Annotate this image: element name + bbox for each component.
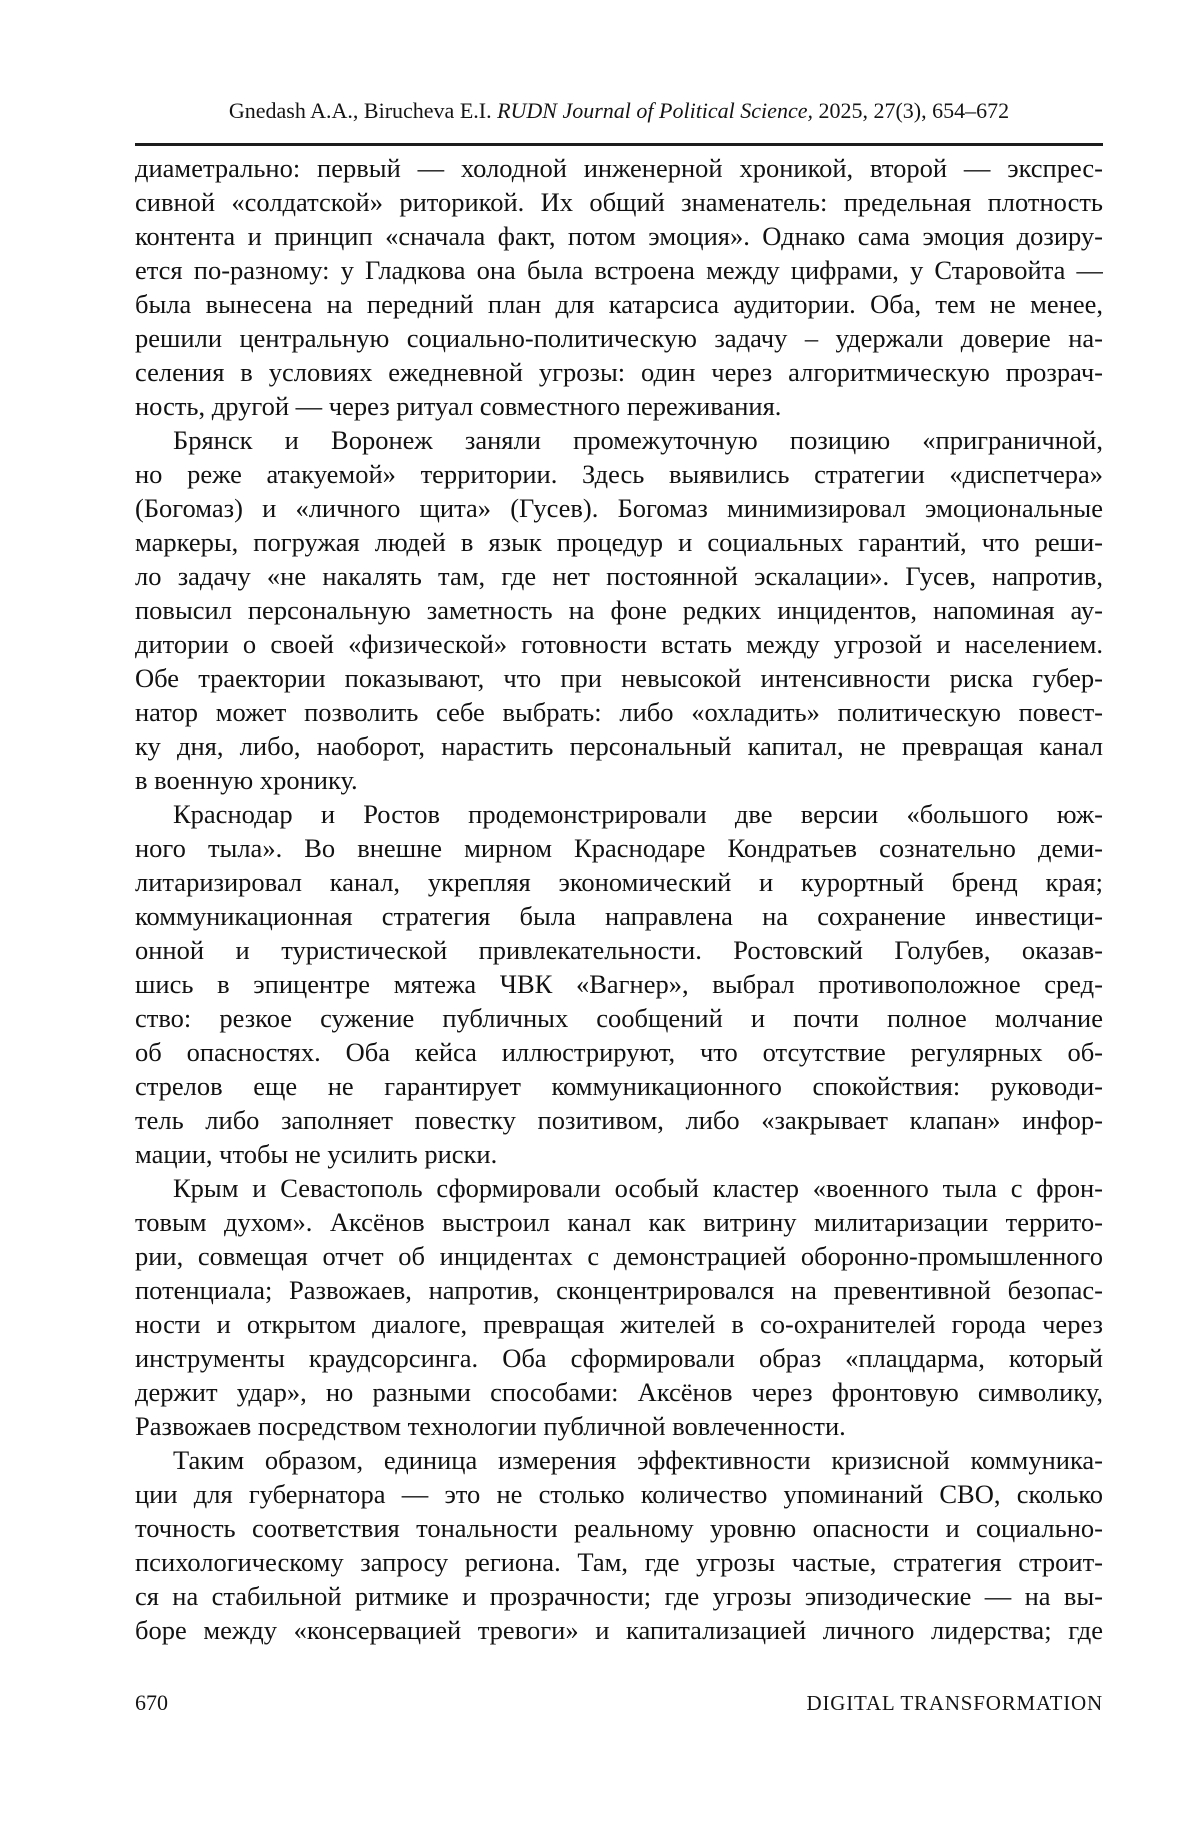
text-line: ство: резкое сужение публичных сообщений и почти полное молчание: [135, 1003, 1103, 1033]
text-line: онной и туристической привлекательности. Ростовский Голубев, оказав-: [135, 935, 1103, 965]
text-line: повысил персональную заметность на фоне редких инцидентов, напоминая ау-: [135, 595, 1103, 625]
text-line: литаризировал канал, укрепляя экономический и курортный бренд края;: [135, 867, 1103, 897]
text-line: тель либо заполняет повестку позитивом, либо «закрывает клапан» инфор-: [135, 1105, 1103, 1135]
header-rule: [135, 143, 1103, 146]
text-line: рии, совмещая отчет об инцидентах с демонстрацией оборонно-промышленного: [135, 1241, 1103, 1271]
text-line: сивной «солдатской» риторикой. Их общий знаменатель: предельная плотность: [135, 187, 1103, 217]
text-line: решили центральную социально-политическую задачу – удержали доверие на-: [135, 323, 1103, 353]
header-issue-info: 2025, 27(3), 654–672: [812, 98, 1010, 123]
header-journal-title: RUDN Journal of Political Science,: [497, 98, 813, 123]
text-line: диаметрально: первый — холодной инженерной хроникой, второй — экспрес-: [135, 153, 1103, 183]
text-line: Таким образом, единица измерения эффективности кризисной коммуника-: [173, 1445, 1103, 1475]
text-line: была вынесена на передний план для катарсиса аудитории. Оба, тем не менее,: [135, 289, 1103, 319]
text-line: держит удар», но разными способами: Аксёнов через фронтовую символику,: [135, 1377, 1103, 1407]
text-line: боре между «консервацией тревоги» и капитализацией личного лидерства; где: [135, 1615, 1103, 1645]
text-line: ется по-разному: у Гладкова она была встроена между цифрами, у Старовойта —: [135, 255, 1103, 285]
article-body: [135, 151, 1103, 1647]
text-line: точность соответствия тональности реальному уровню опасности и социально-: [135, 1513, 1103, 1543]
text-line: в военную хронику.: [135, 765, 358, 795]
text-line: Обе траектории показывают, что при невысокой интенсивности риска губер-: [135, 663, 1103, 693]
text-line: Брянск и Воронеж заняли промежуточную позицию «приграничной,: [173, 425, 1103, 455]
text-line: ло задачу «не накалять там, где нет постоянной эскалации». Гусев, напротив,: [135, 561, 1103, 591]
text-line: коммуникационная стратегия была направлена на сохранение инвестици-: [135, 901, 1103, 931]
text-line: ность, другой — через ритуал совместного переживания.: [135, 391, 782, 421]
section-label: DIGITAL TRANSFORMATION: [806, 1691, 1103, 1715]
text-line: маркеры, погружая людей в язык процедур и социальных гарантий, что реши-: [135, 527, 1103, 557]
text-line: натор может позволить себе выбрать: либо «охладить» политическую повест-: [135, 697, 1103, 727]
text-line: контента и принцип «сначала факт, потом эмоция». Однако сама эмоция дозиру-: [135, 221, 1103, 251]
text-line: об опасностях. Оба кейса иллюстрируют, что отсутствие регулярных об-: [135, 1037, 1103, 1067]
text-line: ся на стабильной ритмике и прозрачности; где угрозы эпизодические — на вы-: [135, 1581, 1103, 1611]
text-line: товым духом». Аксёнов выстроил канал как витрину милитаризации террито-: [135, 1207, 1103, 1237]
running-header: [135, 98, 1103, 124]
text-line: Крым и Севастополь сформировали особый кластер «военного тыла с фрон-: [173, 1173, 1103, 1203]
text-line: ку дня, либо, наоборот, нарастить персональный капитал, не превращая канал: [135, 731, 1103, 761]
text-line: ного тыла». Во внешне мирном Краснодаре Кондратьев сознательно деми-: [135, 833, 1103, 863]
text-line: ции для губернатора — это не столько количество упоминаний СВО, сколько: [135, 1479, 1103, 1509]
text-line: дитории о своей «физической» готовности встать между угрозой и населением.: [135, 629, 1103, 659]
page-footer: [135, 1690, 1103, 1716]
text-line: шись в эпицентре мятежа ЧВК «Вагнер», выбрал противоположное сред-: [135, 969, 1103, 999]
text-line: потенциала; Развожаев, напротив, сконцентрировался на превентивной безопас-: [135, 1275, 1103, 1305]
header-authors: Gnedash A.A., Birucheva E.I.: [228, 98, 498, 123]
text-line: стрелов еще не гарантирует коммуникационного спокойствия: руководи-: [135, 1071, 1103, 1101]
text-line: (Богомаз) и «личного щита» (Гусев). Богомаз минимизировал эмоциональные: [135, 493, 1103, 523]
page-number: 670: [135, 1690, 168, 1715]
text-line: мации, чтобы не усилить риски.: [135, 1139, 498, 1169]
text-line: психологическому запросу региона. Там, где угрозы частые, стратегия строит-: [135, 1547, 1103, 1577]
text-line: Краснодар и Ростов продемонстрировали две версии «большого юж-: [173, 799, 1103, 829]
text-line: селения в условиях ежедневной угрозы: один через алгоритмическую прозрач-: [135, 357, 1103, 387]
text-line: инструменты краудсорсинга. Оба сформировали образ «плацдарма, который: [135, 1343, 1103, 1373]
text-line: ности и открытом диалоге, превращая жителей в со-охранителей города через: [135, 1309, 1103, 1339]
text-line: Развожаев посредством технологии публичной вовлеченности.: [135, 1411, 846, 1441]
text-line: но реже атакуемой» территории. Здесь выявились стратегии «диспетчера»: [135, 459, 1103, 489]
